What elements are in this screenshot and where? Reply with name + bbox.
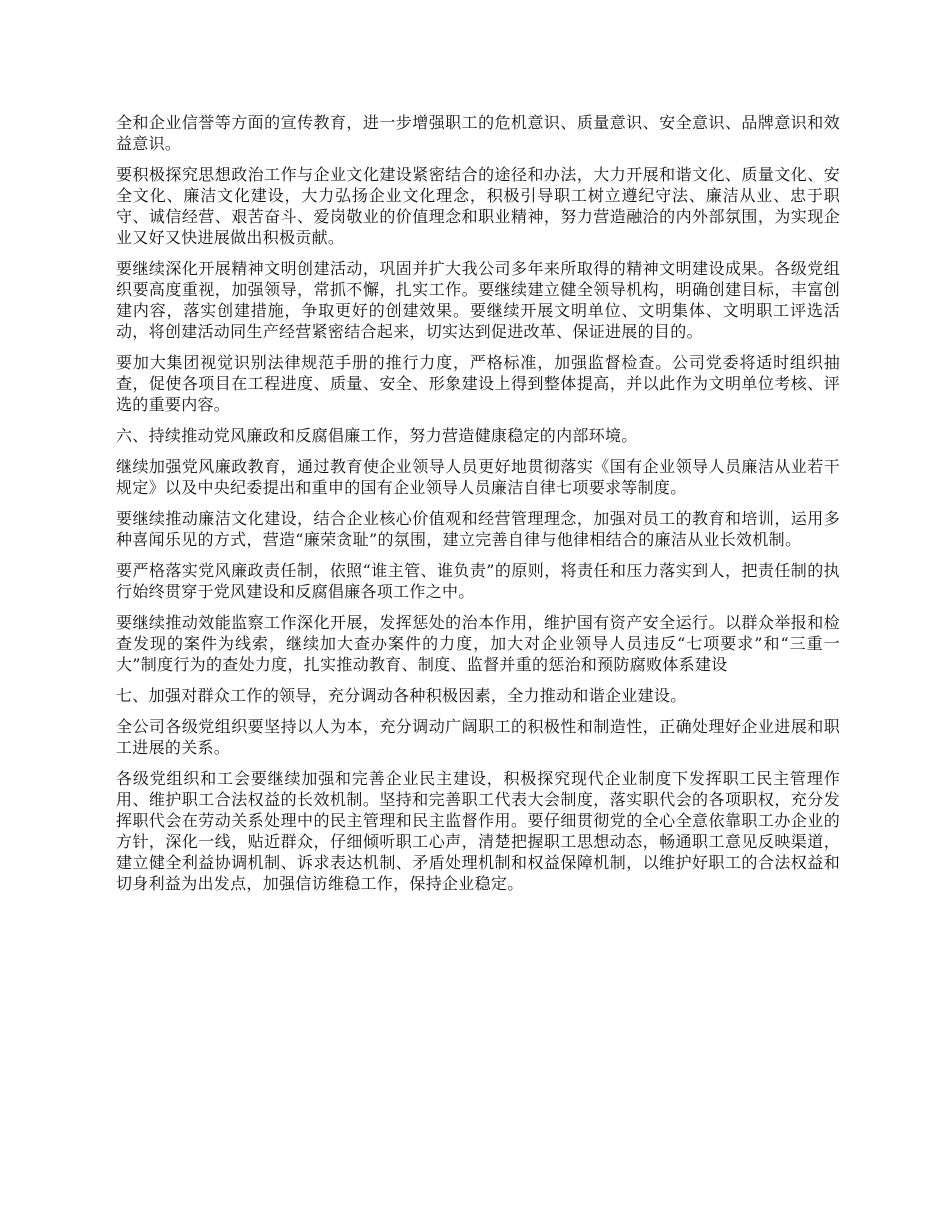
paragraph-people-oriented: 全公司各级党组织要坚持以人为本，充分调动广阔职工的积极性和制造性，正确处理好企业进展和职工进展的关系。 [116, 717, 840, 757]
paragraph-civilization-creation: 要继续深化开展精神文明创建活动，巩固并扩大我公司多年来所取得的精神文明建设成果。各级党组织要高度重视，加强领导，常抓不懈，扎实工作。要继续建立健全领导机构，明确创建目标，丰富创建内容，落实创建措施，争取更好的创建效果。要继续开展文明单位、文明集体、文明职工评选活动，将创建活动同生产经营紧密结合起来，切实达到促进改革、保证进展的目的。 [116, 259, 840, 341]
section-heading-six: 六、持续推动党风廉政和反腐倡廉工作，努力营造健康稳定的内部环境。 [116, 426, 638, 445]
paragraph-integrity-culture: 要继续推动廉洁文化建设，结合企业核心价值观和经营管理理念，加强对员工的教育和培训，运用多种喜闻乐见的方式，营造“廉荣贪耻”的氛围，建立完善自律与他律相结合的廉洁从业长效机制。 [116, 509, 840, 549]
paragraph-publicity-education: 全和企业信誉等方面的宣传教育，进一步增强职工的危机意识、质量意识、安全意识、品牌意识和效益意识。 [116, 113, 840, 153]
document-page [116, 112, 840, 904]
paragraph-political-culture: 要积极探究思想政治工作与企业文化建设紧密结合的途径和办法，大力开展和谐文化、质量文化、安全文化、廉洁文化建设，大力弘扬企业文化理念，积极引导职工树立遵纪守法、廉洁从业、忠于职守、诚信经营、艰苦奋斗、爱岗敬业的价值理念和职业精神，努力营造融洽的内外部氛围，为实现企业又好又快进展做出积极贡献。 [116, 165, 840, 247]
paragraph-responsibility-system: 要严格落实党风廉政责任制，依照“谁主管、谁负责”的原则，将责任和压力落实到人，把责任制的执行始终贯穿于党风建设和反腐倡廉各项工作之中。 [116, 561, 840, 601]
paragraph-integrity-education: 继续加强党风廉政教育，通过教育使企业领导人员更好地贯彻落实《国有企业领导人员廉洁从业若干规定》以及中央纪委提出和重申的国有企业领导人员廉洁自律七项要求等制度。 [116, 457, 840, 497]
paragraph-democratic-management: 各级党组织和工会要继续加强和完善企业民主建设，积极探究现代企业制度下发挥职工民主管理作用、维护职工合法权益的长效机制。坚持和完善职工代表大会制度，落实职代会的各项职权，充分发挥职代会在劳动关系处理中的民主管理和民主监督作用。要仔细贯彻党的全心全意依靠职工办企业的方针，深化一线，贴近群众，仔细倾听职工心声，清楚把握职工思想动态，畅通职工意见反映渠道，建立健全利益协调机制、诉求表达机制、矛盾处理机制和权益保障机制，以维护好职工的合法权益和切身利益为出发点，加强信访维稳工作，保持企业稳定。 [116, 769, 840, 893]
paragraph-efficiency-supervision: 要继续推动效能监察工作深化开展，发挥惩处的治本作用，维护国有资产安全运行。以群众举报和检查发现的案件为线索，继续加大查办案件的力度，加大对企业领导人员违反“七项要求”和“三重一大”制度行为的查处力度，扎实推动教育、制度、监督并重的惩治和预防腐败体系建设 [116, 613, 840, 674]
section-heading-seven: 七、加强对群众工作的领导，充分调动各种积极因素，全力推动和谐企业建设。 [116, 686, 687, 705]
paragraph-visual-identity: 要加大集团视觉识别法律规范手册的推行力度，严格标准，加强监督检查。公司党委将适时组织抽查，促使各项目在工程进度、质量、安全、形象建设上得到整体提高，并以此作为文明单位考核、评选的重要内容。 [116, 353, 840, 414]
